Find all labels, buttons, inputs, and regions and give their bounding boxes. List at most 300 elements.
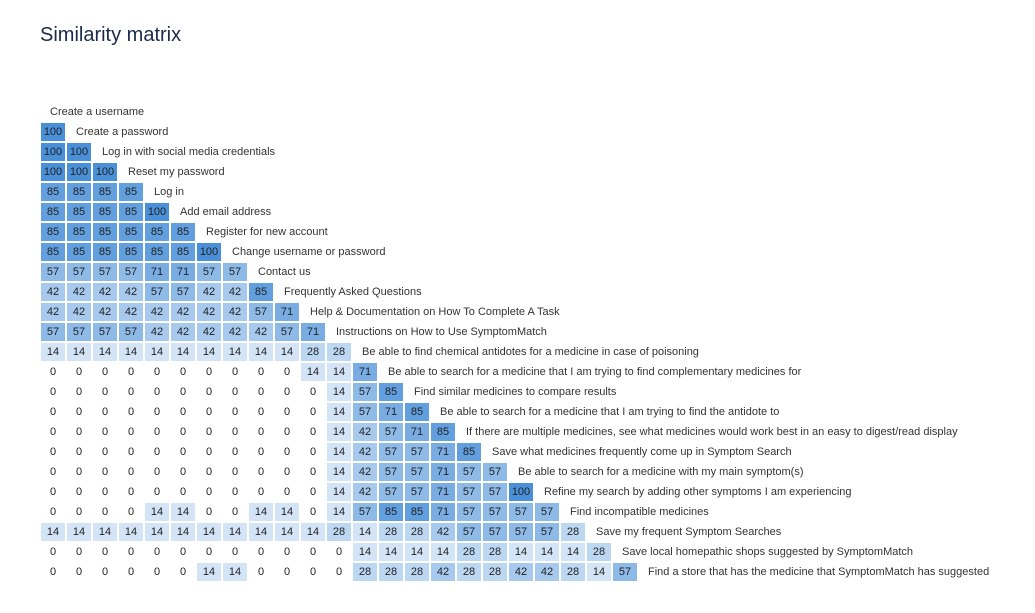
matrix-cell: 14 (145, 523, 170, 542)
matrix-cell: 85 (67, 223, 92, 242)
matrix-cell: 42 (197, 323, 222, 342)
matrix-cell: 0 (249, 483, 274, 502)
matrix-cell: 0 (67, 403, 92, 422)
matrix-cell: 57 (67, 323, 92, 342)
row-label: Log in (154, 186, 184, 198)
matrix-cell: 42 (197, 283, 222, 302)
matrix-cell: 57 (171, 283, 196, 302)
matrix-cell: 14 (327, 423, 352, 442)
matrix-cell: 0 (67, 423, 92, 442)
matrix-cell: 85 (145, 243, 170, 262)
matrix-cell: 0 (119, 503, 144, 522)
matrix-cell: 14 (41, 343, 66, 362)
matrix-cell: 42 (353, 443, 378, 462)
matrix-cell: 28 (457, 563, 482, 582)
matrix-cell: 0 (67, 543, 92, 562)
matrix-cell: 0 (93, 483, 118, 502)
matrix-cell: 0 (41, 403, 66, 422)
matrix-cell: 57 (405, 443, 430, 462)
matrix-cell: 0 (327, 563, 352, 582)
matrix-cell: 14 (145, 503, 170, 522)
matrix-cell: 0 (93, 423, 118, 442)
matrix-cell: 14 (171, 523, 196, 542)
row-label: Refine my search by adding other symptoms I am experiencing (544, 486, 852, 498)
matrix-cell: 0 (171, 483, 196, 502)
matrix-cell: 57 (535, 503, 560, 522)
matrix-cell: 0 (67, 563, 92, 582)
matrix-cell: 57 (119, 323, 144, 342)
matrix-cell: 100 (41, 143, 66, 162)
matrix-cell: 0 (197, 483, 222, 502)
row-label: Find a store that has the medicine that SymptomMatch has suggested (648, 566, 990, 578)
matrix-cell: 42 (145, 303, 170, 322)
matrix-cell: 14 (353, 543, 378, 562)
matrix-cell: 14 (249, 503, 274, 522)
matrix-cell: 57 (379, 423, 404, 442)
matrix-cell: 0 (41, 443, 66, 462)
row-label: Instructions on How to Use SymptomMatch (336, 326, 547, 338)
matrix-cell: 0 (41, 383, 66, 402)
row-label: If there are multiple medicines, see what medicines would work best in an easy to digest/read display (466, 426, 958, 438)
matrix-cell: 14 (327, 463, 352, 482)
matrix-cell: 42 (171, 303, 196, 322)
matrix-cell: 0 (301, 423, 326, 442)
matrix-cell: 0 (93, 383, 118, 402)
matrix-cell: 85 (405, 503, 430, 522)
matrix-cell: 85 (67, 243, 92, 262)
matrix-cell: 0 (301, 383, 326, 402)
matrix-cell: 57 (483, 463, 508, 482)
matrix-cell: 14 (197, 343, 222, 362)
row-label: Find incompatible medicines (570, 506, 709, 518)
matrix-cell: 0 (67, 463, 92, 482)
matrix-cell: 85 (145, 223, 170, 242)
matrix-cell: 42 (223, 303, 248, 322)
matrix-cell: 0 (41, 423, 66, 442)
matrix-cell: 85 (93, 223, 118, 242)
matrix-cell: 85 (67, 203, 92, 222)
matrix-cell: 28 (327, 343, 352, 362)
matrix-cell: 42 (119, 283, 144, 302)
matrix-cell: 0 (145, 423, 170, 442)
matrix-cell: 0 (249, 383, 274, 402)
matrix-cell: 0 (301, 483, 326, 502)
matrix-cell: 0 (171, 363, 196, 382)
matrix-cell: 42 (93, 283, 118, 302)
matrix-cell: 57 (379, 443, 404, 462)
matrix-cell: 57 (483, 483, 508, 502)
matrix-cell: 57 (483, 503, 508, 522)
matrix-cell: 28 (561, 523, 586, 542)
matrix-cell: 57 (249, 303, 274, 322)
matrix-cell: 0 (249, 423, 274, 442)
row-label: Reset my password (128, 166, 225, 178)
matrix-cell: 100 (41, 163, 66, 182)
matrix-cell: 0 (41, 463, 66, 482)
matrix-cell: 85 (405, 403, 430, 422)
matrix-cell: 42 (67, 303, 92, 322)
matrix-cell: 100 (67, 163, 92, 182)
row-label: Find similar medicines to compare results (414, 386, 617, 398)
matrix-cell: 0 (171, 443, 196, 462)
matrix-cell: 0 (171, 403, 196, 422)
matrix-cell: 85 (41, 243, 66, 262)
matrix-cell: 85 (119, 223, 144, 242)
matrix-cell: 42 (535, 563, 560, 582)
matrix-cell: 28 (379, 523, 404, 542)
matrix-cell: 42 (353, 463, 378, 482)
matrix-cell: 28 (301, 343, 326, 362)
row-label: Create a username (50, 106, 145, 118)
matrix-cell: 57 (535, 523, 560, 542)
matrix-cell: 85 (249, 283, 274, 302)
matrix-cell: 14 (379, 543, 404, 562)
matrix-cell: 42 (249, 323, 274, 342)
matrix-cell: 0 (67, 443, 92, 462)
matrix-cell: 0 (93, 503, 118, 522)
matrix-cell: 28 (379, 563, 404, 582)
matrix-cell: 57 (223, 263, 248, 282)
matrix-cell: 0 (301, 443, 326, 462)
matrix-cell: 0 (41, 563, 66, 582)
matrix-cell: 85 (67, 183, 92, 202)
matrix-cell: 14 (275, 503, 300, 522)
row-label: Register for new account (206, 226, 328, 238)
matrix-cell: 14 (197, 563, 222, 582)
matrix-cell: 0 (145, 543, 170, 562)
matrix-cell: 0 (223, 463, 248, 482)
matrix-cell: 14 (301, 363, 326, 382)
matrix-cell: 0 (171, 463, 196, 482)
matrix-cell: 85 (171, 243, 196, 262)
matrix-cell: 0 (275, 443, 300, 462)
matrix-cell: 0 (145, 363, 170, 382)
matrix-cell: 14 (249, 343, 274, 362)
matrix-cell: 0 (171, 563, 196, 582)
matrix-cell: 28 (483, 543, 508, 562)
matrix-cell: 14 (223, 563, 248, 582)
matrix-cell: 57 (457, 523, 482, 542)
matrix-cell: 85 (171, 223, 196, 242)
matrix-cell: 85 (379, 383, 404, 402)
matrix-cell: 14 (327, 383, 352, 402)
matrix-cell: 42 (93, 303, 118, 322)
matrix-cell: 0 (145, 383, 170, 402)
matrix-cell: 0 (223, 403, 248, 422)
matrix-cell: 42 (431, 523, 456, 542)
matrix-cell: 57 (119, 263, 144, 282)
matrix-cell: 14 (119, 343, 144, 362)
matrix-cell: 0 (301, 403, 326, 422)
matrix-cell: 42 (509, 563, 534, 582)
matrix-cell: 0 (275, 543, 300, 562)
matrix-cell: 0 (93, 363, 118, 382)
matrix-cell: 0 (301, 503, 326, 522)
row-label: Save my frequent Symptom Searches (596, 526, 782, 538)
matrix-cell: 85 (431, 423, 456, 442)
matrix-cell: 0 (119, 443, 144, 462)
page-title: Similarity matrix (40, 24, 182, 46)
matrix-cell: 57 (457, 463, 482, 482)
matrix-cell: 14 (145, 343, 170, 362)
matrix-cell: 0 (119, 483, 144, 502)
matrix-cell: 0 (41, 363, 66, 382)
matrix-cell: 85 (41, 183, 66, 202)
matrix-cell: 0 (223, 383, 248, 402)
matrix-cell: 0 (197, 543, 222, 562)
row-label: Change username or password (232, 246, 386, 258)
matrix-cell: 0 (93, 463, 118, 482)
row-label: Save local homepathic shops suggested by SymptomMatch (622, 546, 914, 558)
matrix-cell: 0 (119, 543, 144, 562)
matrix-cell: 100 (145, 203, 170, 222)
matrix-cell: 71 (431, 503, 456, 522)
matrix-cell: 0 (145, 403, 170, 422)
matrix-cell: 85 (119, 183, 144, 202)
matrix-cell: 57 (93, 323, 118, 342)
matrix-cell: 0 (145, 443, 170, 462)
matrix-cell: 0 (119, 563, 144, 582)
matrix-cell: 14 (223, 523, 248, 542)
matrix-cell: 42 (223, 323, 248, 342)
matrix-cell: 0 (67, 483, 92, 502)
matrix-cell: 0 (197, 403, 222, 422)
matrix-cell: 85 (379, 503, 404, 522)
matrix-cell: 14 (509, 543, 534, 562)
matrix-cell: 57 (613, 563, 638, 582)
matrix-cell: 0 (67, 503, 92, 522)
matrix-cell: 14 (353, 523, 378, 542)
matrix-cell: 0 (119, 423, 144, 442)
matrix-cell: 0 (301, 563, 326, 582)
matrix-cell: 57 (145, 283, 170, 302)
matrix-cell: 28 (587, 543, 612, 562)
matrix-cell: 57 (353, 383, 378, 402)
row-label: Create a password (76, 126, 169, 138)
matrix-cell: 0 (171, 423, 196, 442)
matrix-cell: 100 (509, 483, 534, 502)
matrix-cell: 14 (41, 523, 66, 542)
matrix-cell: 71 (379, 403, 404, 422)
matrix-cell: 0 (197, 463, 222, 482)
matrix-cell: 57 (405, 463, 430, 482)
matrix-cell: 0 (197, 503, 222, 522)
matrix-cell: 100 (41, 123, 66, 142)
matrix-cell: 0 (41, 503, 66, 522)
matrix-cell: 0 (249, 443, 274, 462)
matrix-cell: 14 (405, 543, 430, 562)
matrix-cell: 42 (353, 423, 378, 442)
matrix-cell: 57 (457, 483, 482, 502)
matrix-cell: 57 (353, 403, 378, 422)
matrix-cell: 0 (223, 483, 248, 502)
matrix-cell: 0 (197, 423, 222, 442)
matrix-cell: 14 (223, 343, 248, 362)
matrix-cell: 42 (171, 323, 196, 342)
matrix-cell: 0 (93, 563, 118, 582)
matrix-cell: 28 (483, 563, 508, 582)
matrix-cell: 14 (67, 523, 92, 542)
matrix-cell: 0 (171, 383, 196, 402)
matrix-cell: 85 (41, 223, 66, 242)
matrix-cell: 14 (119, 523, 144, 542)
matrix-cell: 71 (301, 323, 326, 342)
matrix-cell: 0 (67, 383, 92, 402)
matrix-cell: 0 (41, 483, 66, 502)
matrix-cell: 28 (353, 563, 378, 582)
matrix-cell: 0 (145, 463, 170, 482)
matrix-cell: 0 (197, 443, 222, 462)
matrix-cell: 14 (275, 523, 300, 542)
matrix-cell: 42 (145, 323, 170, 342)
matrix-cell: 14 (327, 503, 352, 522)
matrix-cell: 0 (119, 383, 144, 402)
matrix-cell: 57 (379, 483, 404, 502)
row-label: Log in with social media credentials (102, 146, 276, 158)
matrix-cell: 14 (249, 523, 274, 542)
matrix-cell: 14 (327, 483, 352, 502)
matrix-cell: 28 (405, 563, 430, 582)
matrix-cell: 28 (457, 543, 482, 562)
matrix-cell: 0 (223, 443, 248, 462)
matrix-cell: 57 (197, 263, 222, 282)
matrix-cell: 85 (93, 243, 118, 262)
matrix-cell: 0 (93, 443, 118, 462)
matrix-cell: 57 (41, 323, 66, 342)
matrix-cell: 85 (93, 203, 118, 222)
matrix-cell: 0 (93, 403, 118, 422)
matrix-cell: 0 (119, 363, 144, 382)
matrix-cell: 71 (145, 263, 170, 282)
row-label: Frequently Asked Questions (284, 286, 422, 298)
matrix-cell: 0 (145, 563, 170, 582)
matrix-cell: 14 (327, 363, 352, 382)
matrix-cell: 0 (275, 483, 300, 502)
matrix-cell: 0 (301, 543, 326, 562)
matrix-cell: 85 (119, 203, 144, 222)
matrix-cell: 0 (249, 463, 274, 482)
matrix-cell: 14 (535, 543, 560, 562)
matrix-cell: 57 (379, 463, 404, 482)
matrix-cell: 0 (41, 543, 66, 562)
row-label: Contact us (258, 266, 311, 278)
row-label: Be able to search for a medicine that I am trying to find complementary medicines for (388, 366, 802, 378)
matrix-cell: 71 (431, 443, 456, 462)
matrix-cell: 85 (93, 183, 118, 202)
matrix-cell: 100 (67, 143, 92, 162)
matrix-cell: 0 (119, 403, 144, 422)
matrix-cell: 85 (41, 203, 66, 222)
row-label: Be able to find chemical antidotes for a medicine in case of poisoning (362, 346, 699, 358)
matrix-cell: 0 (171, 543, 196, 562)
matrix-cell: 0 (327, 543, 352, 562)
matrix-cell: 71 (275, 303, 300, 322)
matrix-cell: 14 (93, 523, 118, 542)
row-label: Be able to search for a medicine with my main symptom(s) (518, 466, 804, 478)
matrix-cell: 42 (67, 283, 92, 302)
row-label: Add email address (180, 206, 272, 218)
matrix-cell: 57 (93, 263, 118, 282)
matrix-cell: 0 (275, 463, 300, 482)
matrix-cell: 0 (275, 383, 300, 402)
matrix-cell: 14 (327, 443, 352, 462)
matrix-cell: 0 (93, 543, 118, 562)
matrix-cell: 14 (561, 543, 586, 562)
matrix-cell: 100 (197, 243, 222, 262)
matrix-cell: 0 (249, 563, 274, 582)
matrix-cell: 0 (275, 403, 300, 422)
matrix-cell: 71 (171, 263, 196, 282)
matrix-cell: 71 (353, 363, 378, 382)
matrix-cell: 57 (483, 523, 508, 542)
matrix-cell: 14 (67, 343, 92, 362)
matrix-cell: 42 (223, 283, 248, 302)
matrix-cell: 42 (353, 483, 378, 502)
matrix-cell: 14 (171, 343, 196, 362)
matrix-cell: 0 (223, 543, 248, 562)
matrix-cell: 42 (197, 303, 222, 322)
row-label: Help & Documentation on How To Complete A Task (310, 306, 560, 318)
row-label: Be able to search for a medicine that I am trying to find the antidote to (440, 406, 780, 418)
matrix-cell: 14 (301, 523, 326, 542)
matrix-cell: 57 (405, 483, 430, 502)
matrix-cell: 0 (275, 563, 300, 582)
matrix-cell: 0 (67, 363, 92, 382)
matrix-cell: 14 (587, 563, 612, 582)
matrix-cell: 0 (119, 463, 144, 482)
matrix-cell: 14 (171, 503, 196, 522)
matrix-cell: 71 (405, 423, 430, 442)
matrix-cell: 85 (119, 243, 144, 262)
matrix-cell: 14 (197, 523, 222, 542)
matrix-cell: 28 (327, 523, 352, 542)
matrix-cell: 0 (249, 403, 274, 422)
matrix-cell: 0 (223, 423, 248, 442)
matrix-cell: 42 (41, 303, 66, 322)
matrix-cell: 57 (509, 523, 534, 542)
matrix-cell: 0 (275, 363, 300, 382)
matrix-cell: 85 (457, 443, 482, 462)
matrix-cell: 71 (431, 483, 456, 502)
matrix-cell: 42 (119, 303, 144, 322)
matrix-cell: 57 (457, 503, 482, 522)
matrix-cell: 57 (67, 263, 92, 282)
matrix-cell: 57 (353, 503, 378, 522)
matrix-cell: 28 (405, 523, 430, 542)
matrix-cell: 0 (223, 363, 248, 382)
matrix-cell: 0 (275, 423, 300, 442)
matrix-cell: 0 (197, 363, 222, 382)
matrix-cell: 57 (41, 263, 66, 282)
matrix-cell: 57 (275, 323, 300, 342)
matrix-cell: 71 (431, 463, 456, 482)
matrix-cell: 0 (223, 503, 248, 522)
matrix-cell: 28 (561, 563, 586, 582)
matrix-cell: 14 (431, 543, 456, 562)
matrix-cell: 14 (93, 343, 118, 362)
matrix-cell: 0 (197, 383, 222, 402)
matrix-cell: 42 (41, 283, 66, 302)
matrix-cell: 0 (301, 463, 326, 482)
matrix-cell: 100 (93, 163, 118, 182)
matrix-cell: 0 (145, 483, 170, 502)
matrix-cell: 0 (249, 363, 274, 382)
matrix-cell: 57 (509, 503, 534, 522)
matrix-cell: 42 (431, 563, 456, 582)
matrix-cell: 0 (249, 543, 274, 562)
row-label: Save what medicines frequently come up in Symptom Search (492, 446, 792, 458)
matrix-cell: 14 (327, 403, 352, 422)
